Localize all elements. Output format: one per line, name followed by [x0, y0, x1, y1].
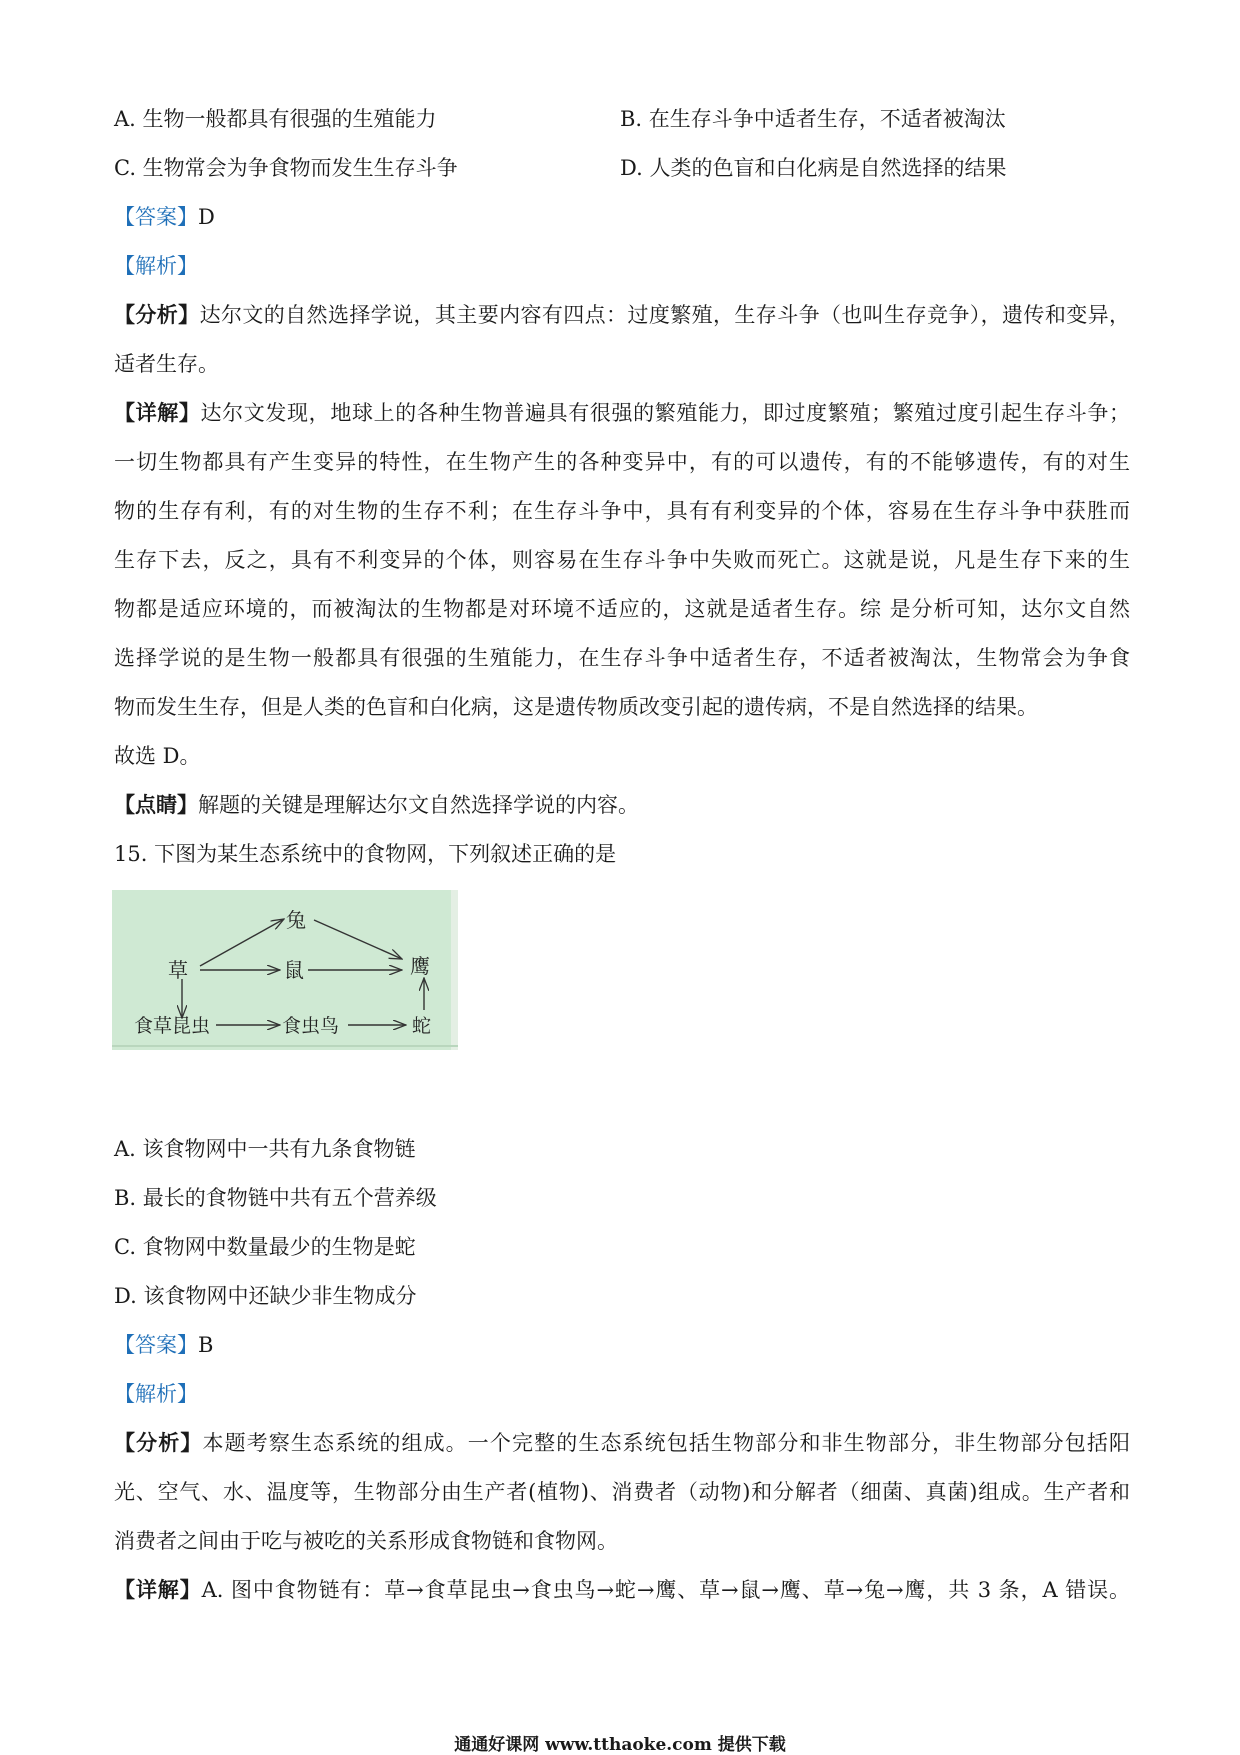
label-mouse: 鼠	[284, 958, 304, 982]
food-web-diagram	[112, 890, 458, 1054]
option-a: A. 生物一般都具有很强的生殖能力	[114, 107, 437, 131]
conclusion: 故选 D。	[114, 744, 201, 768]
detail-text-1: 达尔文发现，地球上的各种生物普遍具有很强的繁殖能力，即过度繁殖；繁殖过度引起生存斗争；	[200, 401, 1131, 425]
q15-option-a: A. 该食物网中一共有九条食物链	[114, 1137, 416, 1161]
food-web-svg	[112, 890, 458, 1054]
detail-line-1	[114, 398, 1130, 428]
dianjing-line	[114, 790, 639, 820]
label-eagle: 鹰	[410, 954, 430, 978]
answer-tag: 【答案】	[114, 205, 198, 229]
q15-analysis-line-2: 光、空气、水、温度等，生物部分由生产者(植物)、消费者（动物)和分解者（细菌、真菌)组成。生产者和	[114, 1480, 1130, 1504]
option-b: B. 在生存斗争中适者生存，不适者被淘汰	[620, 107, 1006, 131]
q15-jiexi	[114, 1379, 198, 1409]
option-c: C. 生物常会为争食物而发生生存斗争	[114, 156, 458, 180]
q15-option-b: B. 最长的食物链中共有五个营养级	[114, 1186, 437, 1210]
analysis-line-1	[114, 300, 1130, 330]
option-d: D. 人类的色盲和白化病是自然选择的结果	[620, 156, 1007, 180]
detail-line-2: 一切生物都具有产生变异的特性，在生物产生的各种变异中，有的可以遗传，有的不能够遗传，有的对生	[114, 450, 1130, 474]
answer-line	[114, 202, 215, 232]
label-rabbit: 兔	[286, 908, 306, 932]
jiexi-tag	[114, 251, 198, 281]
q15-option-c: C. 食物网中数量最少的生物是蛇	[114, 1235, 416, 1259]
q15-detail-tag: 【详解】	[114, 1577, 202, 1602]
label-grass: 草	[168, 958, 188, 982]
detail-line-3: 物的生存有利，有的对生物的生存不利；在生存斗争中，具有有利变异的个体，容易在生存斗争中获胜而	[114, 499, 1130, 523]
q15-answer-value: B	[198, 1333, 214, 1357]
dianjing-text: 解题的关键是理解达尔文自然选择学说的内容。	[198, 793, 639, 817]
detail-line-4: 生存下去，反之，具有不利变异的个体，则容易在生存斗争中失败而死亡。这就是说，凡是生存下来的生	[114, 548, 1130, 572]
detail-tag: 【详解】	[114, 400, 201, 425]
answer-value: D	[198, 205, 215, 229]
jiexi-label: 【解析】	[114, 254, 198, 278]
q15-analysis-line-1	[114, 1428, 1130, 1458]
detail-line-6: 选择学说的是生物一般都具有很强的生殖能力，在生存斗争中适者生存，不适者被淘汰，生物常会为争食	[114, 646, 1130, 670]
question-15-stem: 15. 下图为某生态系统中的食物网，下列叙述正确的是	[114, 842, 617, 866]
label-bird: 食虫鸟	[282, 1015, 340, 1037]
label-insect: 食草昆虫	[134, 1015, 211, 1037]
page-footer: 通通好课网 www.tthaoke.com 提供下载	[454, 1735, 786, 1755]
detail-line-7: 物而发生生存，但是人类的色盲和白化病，这是遗传物质改变引起的遗传病，不是自然选择的结果。	[114, 695, 1038, 719]
q15-option-d: D. 该食物网中还缺少非生物成分	[114, 1284, 417, 1308]
q15-answer-line	[114, 1330, 213, 1360]
q15-jiexi-label: 【解析】	[114, 1382, 198, 1406]
analysis-tag: 【分析】	[114, 302, 200, 327]
detail-line-5: 物都是适应环境的，而被淘汰的生物都是对环境不适应的，这就是适者生存。综 是分析可知，达尔文自然	[114, 597, 1130, 621]
analysis-text-1: 达尔文的自然选择学说，其主要内容有四点：过度繁殖，生存斗争（也叫生存竞争），遗传和变异，	[199, 303, 1130, 327]
q15-detail-text: A. 图中食物链有：草→食草昆虫→食虫鸟→蛇→鹰、草→鼠→鹰、草→兔→鹰，共 3 条，A 错误。	[201, 1578, 1130, 1602]
q15-answer-tag: 【答案】	[114, 1333, 198, 1357]
q15-detail-line	[114, 1575, 1130, 1605]
analysis-line-2: 适者生存。	[114, 352, 219, 376]
q15-analysis-text-1: 本题考察生态系统的组成。一个完整的生态系统包括生物部分和非生物部分，非生物部分包括阳	[202, 1431, 1131, 1455]
label-snake: 蛇	[412, 1015, 432, 1037]
dianjing-tag: 【点睛】	[114, 792, 198, 817]
q15-analysis-tag: 【分析】	[114, 1430, 203, 1455]
q15-analysis-line-3: 消费者之间由于吃与被吃的关系形成食物链和食物网。	[114, 1529, 618, 1553]
